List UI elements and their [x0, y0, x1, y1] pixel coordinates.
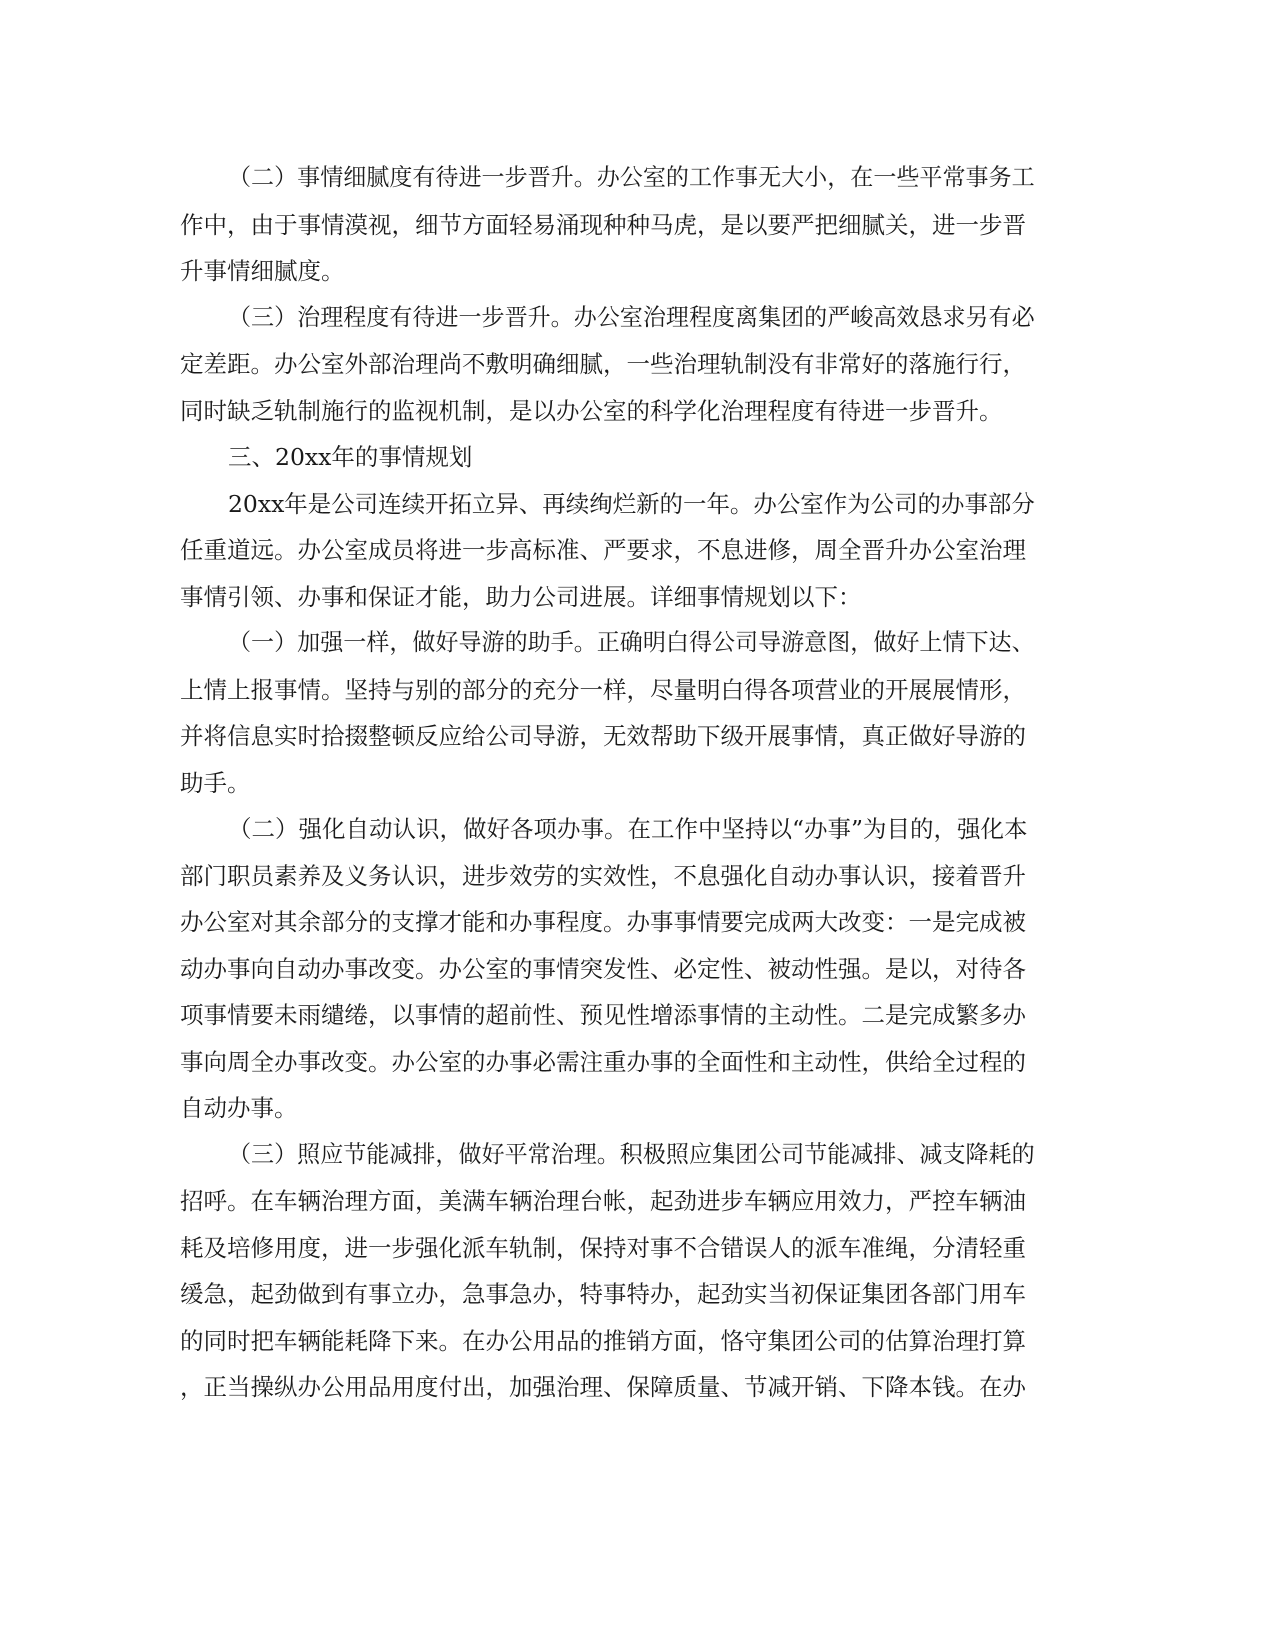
text-line: 耗及培修用度，进一步强化派车轨制，保持对事不合错误人的派车准绳，分清轻重 — [180, 1233, 1026, 1262]
text-line: 办公室对其余部分的支撑才能和办事程度。办事事情要完成两大改变：一是完成被 — [180, 908, 1026, 936]
text-line: 上情上报事情。坚持与别的部分的充分一样，尽量明白得各项营业的开展展情形， — [180, 675, 1026, 704]
text-line: 缓急，起劲做到有事立办，急事急办，特事特办，起劲实当初保证集团各部门用车 — [180, 1280, 1026, 1308]
text-line: 自动办事。 — [180, 1094, 298, 1122]
text-line: 项事情要未雨缱绻，以事情的超前性、预见性增添事情的主动性。二是完成繁多办 — [180, 1001, 1026, 1029]
text-line: 三、20xx年的事情规划 — [228, 443, 473, 471]
text-line: （三）治理程度有待进一步晋升。办公室治理程度离集团的严峻高效恳求另有必 — [228, 304, 1035, 331]
text-line: 并将信息实时拾掇整顿反应给公司导游，无效帮助下级开展事情，真正做好导游的 — [180, 722, 1026, 750]
text-line: 同时缺乏轨制施行的监视机制，是以办公室的科学化治理程度有待进一步晋升。 — [180, 396, 1003, 425]
text-line: 的同时把车辆能耗降下来。在办公用品的推销方面，恪守集团公司的估算治理打算 — [180, 1326, 1026, 1355]
document-body — [0, 155, 1275, 1411]
text-line: 助手。 — [180, 768, 251, 797]
text-line: （一）加强一样，做好导游的助手。正确明白得公司导游意图，做好上情下达、 — [228, 630, 1035, 656]
text-line: ，正当操纵办公用品用度付出，加强治理、保障质量、节减开销、下降本钱。在办 — [180, 1373, 1026, 1401]
text-line: 部门职员素养及义务认识，进步效劳的实效性，不息强化自动办事认识，接着晋升 — [180, 861, 1026, 890]
text-line: 动办事向自动办事改变。办公室的事情突发性、必定性、被动性强。是以，对待各 — [180, 954, 1026, 983]
text-line: 事向周全办事改变。办公室的办事必需注重办事的全面性和主动性，供给全过程的 — [180, 1047, 1026, 1076]
text-line: 升事情细腻度。 — [180, 257, 345, 285]
text-line: （二）事情细腻度有待进一步晋升。办公室的工作事无大小，在一些平常事务工 — [228, 165, 1035, 191]
text-line: 作中，由于事情漠视，细节方面轻易涌现种种马虎，是以要严把细腻关，进一步晋 — [180, 210, 1026, 239]
text-line: （二）强化自动认识，做好各项办事。在工作中坚持以“办事”为目的，强化本 — [228, 815, 1028, 843]
text-line: 任重道远。办公室成员将进一步高标准、严要求，不息进修，周全晋升办公室治理 — [180, 536, 1026, 564]
text-line: 事情引领、办事和保证才能，助力公司进展。详细事情规划以下： — [180, 582, 862, 611]
text-line: 招呼。在车辆治理方面，美满车辆治理台帐，起劲进步车辆应用效力，严控车辆油 — [180, 1187, 1026, 1215]
text-line: 20xx年是公司连续开拓立异、再续绚烂新的一年。办公室作为公司的办事部分 — [228, 489, 1035, 518]
text-line: 定差距。办公室外部治理尚不敷明确细腻，一些治理轨制没有非常好的落施行行， — [180, 350, 1026, 378]
text-line: （三）照应节能减排，做好平常治理。积极照应集团公司节能减排、减支降耗的 — [228, 1141, 1035, 1168]
